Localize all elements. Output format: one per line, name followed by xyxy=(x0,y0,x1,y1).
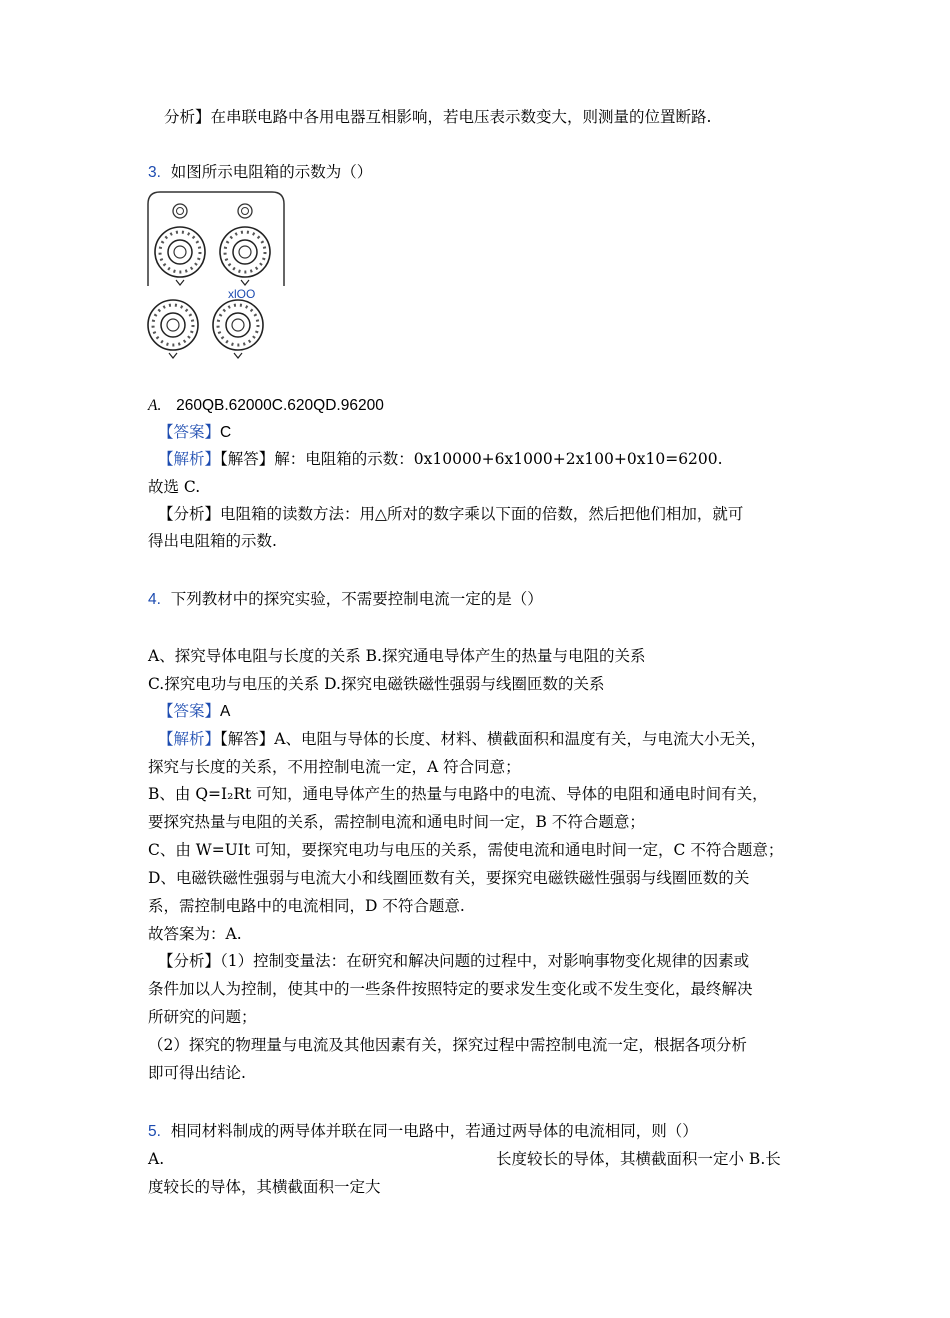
answer-value: C xyxy=(220,424,232,441)
resistance-box-figure xyxy=(146,190,286,360)
question-4-analysis-line-5: D、电磁铁磁性强弱与电流大小和线圈匝数有关，要探究电磁铁磁性强弱与线圈匝数的关 xyxy=(148,869,750,887)
question-4-analysis-line-4: C、由 W=UIt 可知，要探究电功与电压的关系，需使电流和通电时间一定，C 不符合题意； xyxy=(148,841,784,859)
options-text: 260QB.62000C.620QD.96200 xyxy=(176,397,384,414)
question-4-analysis-line-11: （2）探究的物理量与电流及其他因素有关，探究过程中需控制电流一定，根据各项分析 xyxy=(148,1036,747,1054)
dial-icon xyxy=(148,300,198,358)
question-4-analysis-line-12: 即可得出结论. xyxy=(148,1064,246,1082)
question-number: 4. xyxy=(148,591,161,608)
question-5-stem xyxy=(148,1121,698,1142)
dial-icon xyxy=(220,227,270,285)
option-prefix: A. xyxy=(148,397,162,414)
question-4-analysis-line-9: 条件加以人为控制，使其中的一些条件按照特定的要求发生变化或不发生变化，最终解决 xyxy=(148,980,753,998)
terminal-icon xyxy=(238,204,252,218)
question-4-answer xyxy=(158,701,230,722)
answer-tag: 【答案】 xyxy=(158,702,221,720)
analysis-text: 【解答】A、电阻与导体的长度、材料、横截面积和温度有关，与电流大小无关， xyxy=(220,730,766,748)
dial-icon xyxy=(213,300,263,358)
question-3-stem xyxy=(148,162,372,183)
question-4-analysis-line-1: 探究与长度的关系，不用控制电流一定，A 符合同意； xyxy=(148,758,521,776)
question-4-analysis-line-7: 故答案为：A. xyxy=(148,925,242,943)
question-text: 相同材料制成的两导体并联在同一电路中，若通过两导体的电流相同，则（） xyxy=(170,1122,698,1140)
question-text: 下列教材中的探究实验，不需要控制电流一定的是（） xyxy=(170,590,543,608)
answer-value: A xyxy=(220,703,231,720)
question-4-analysis-line-2: B、由 Q=I₂Rt 可知，通电导体产生的热量与电路中的电流、导体的电阻和通电时间有关， xyxy=(148,785,768,803)
question-4-analysis-line-3: 要探究热量与电阻的关系，需控制电流和通电时间一定，B 不符合题意； xyxy=(148,813,645,831)
question-3-solution xyxy=(158,449,723,469)
question-5-option-b-line: 度较长的导体，其横截面积一定大 xyxy=(148,1178,381,1196)
answer-tag: 【答案】 xyxy=(158,423,221,441)
question-4-analysis-line-0 xyxy=(158,729,766,749)
dial-icon xyxy=(155,227,205,285)
question-4-options-line-2: C.探究电功与电压的关系 D.探究电磁铁磁性强弱与线圈匝数的关系 xyxy=(148,675,605,693)
question-5-option-a-text: 长度较长的导体，其横截面积一定小 B.长 xyxy=(496,1150,781,1168)
analysis-tag: 【解析】 xyxy=(158,730,221,748)
multiplier-label: xlOO xyxy=(228,287,256,301)
analysis-tag: 【解析】 xyxy=(158,450,221,468)
question-4-options-line-1: A、探究导体电阻与长度的关系 B.探究通电导体产生的热量与电阻的关系 xyxy=(148,647,646,665)
question-4-analysis-line-6: 系，需控制电路中的电流相同，D 不符合题意. xyxy=(148,897,465,915)
question-number: 5. xyxy=(148,1123,161,1140)
question-3-method-line-2: 得出电阻箱的示数. xyxy=(148,532,277,550)
question-number: 3. xyxy=(148,164,161,181)
solution-text: 【解答】解：电阻箱的示数：0x10000+6x1000+2x100+0x10=6200. xyxy=(220,450,723,468)
question-4-analysis-line-10: 所研究的问题； xyxy=(148,1008,257,1026)
question-5-option-a-prefix: A. xyxy=(148,1150,165,1168)
question-text: 如图所示电阻箱的示数为（） xyxy=(170,163,373,181)
terminal-icon xyxy=(173,204,187,218)
question-3-options xyxy=(148,395,384,416)
question-4-stem xyxy=(148,589,543,610)
box-outline xyxy=(148,192,284,286)
question-4-analysis-line-8: 【分析】（1）控制变量法：在研究和解决问题的过程中，对影响事物变化规律的因素或 xyxy=(158,952,750,970)
question-3-conclusion: 故选 C. xyxy=(148,478,201,496)
question-3-method-line-1: 【分析】电阻箱的读数方法：用△所对的数字乘以下面的倍数，然后把他们相加，就可 xyxy=(158,505,744,523)
prev-analysis-text: 分析】在串联电路中各用电器互相影响，若电压表示数变大，则测量的位置断路. xyxy=(164,108,712,126)
question-3-answer xyxy=(158,422,231,443)
